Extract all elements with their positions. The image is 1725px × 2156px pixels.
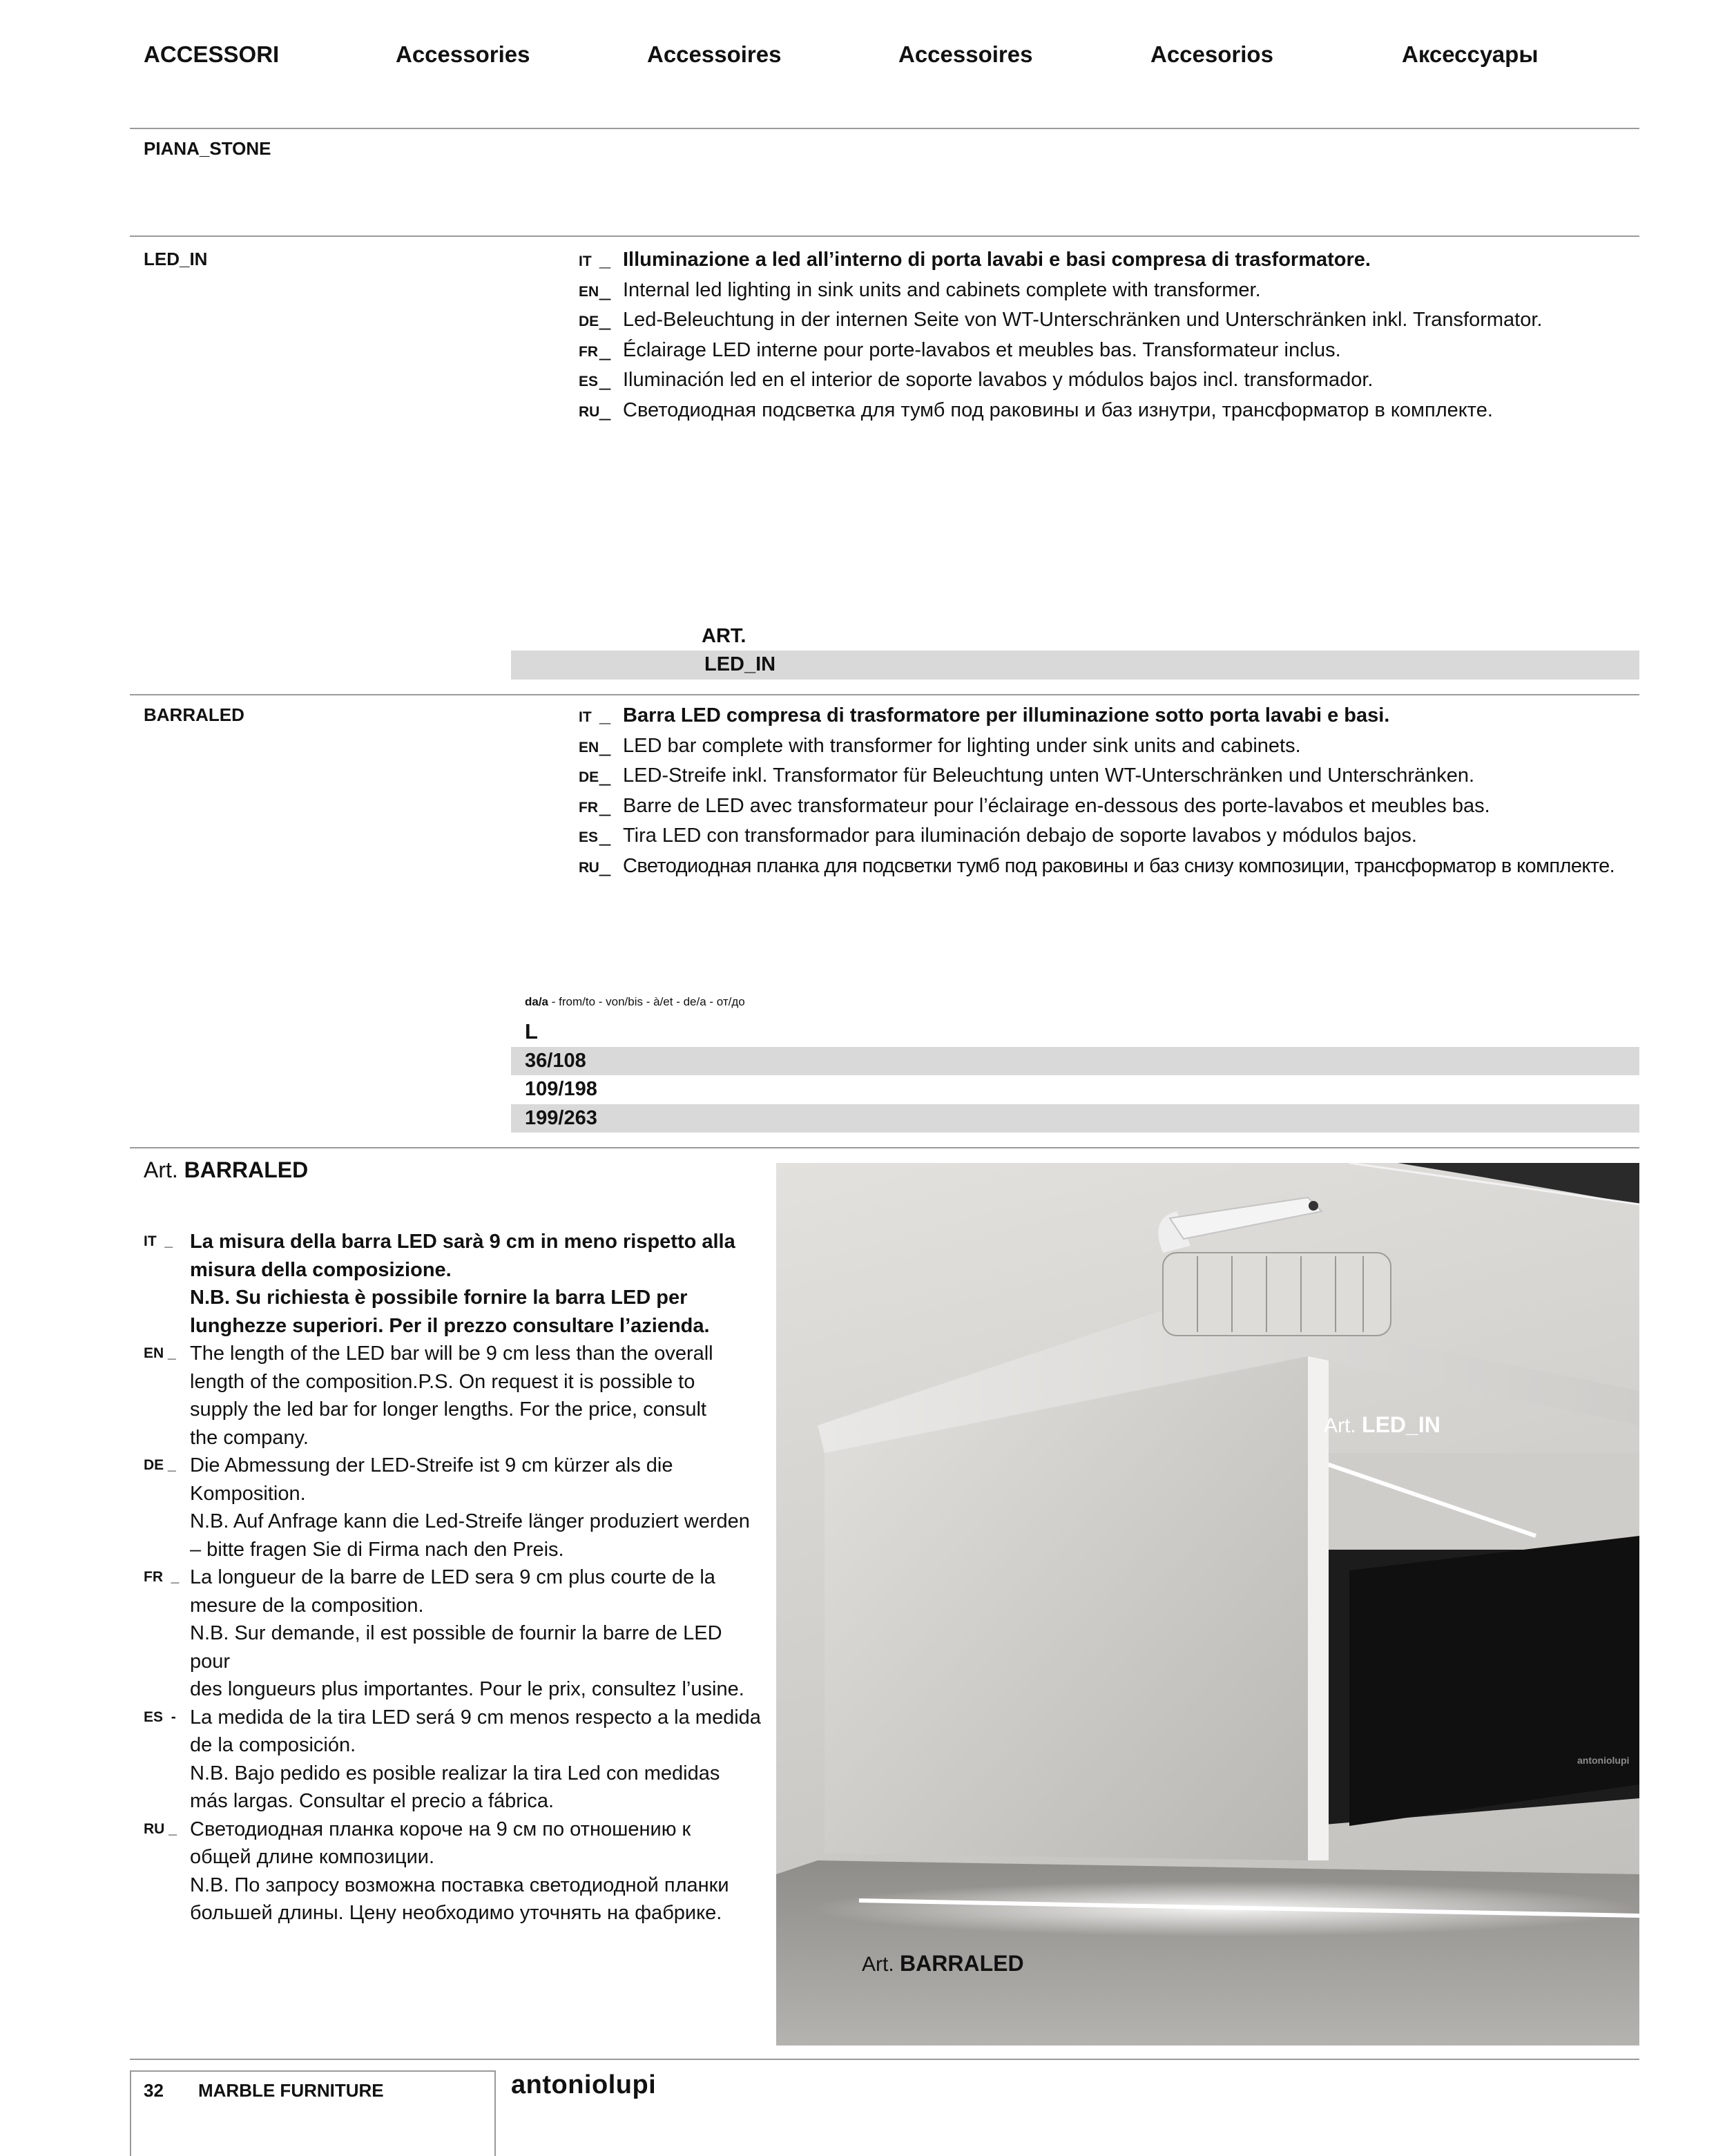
divider xyxy=(130,235,1639,237)
drawer-front xyxy=(1349,1536,1639,1826)
page-number: 32 xyxy=(144,2080,164,2101)
desc-row-en: EN_ LED bar complete with transformer for lighting under sink units and cabinets. xyxy=(579,734,1301,757)
header-es: Accesorios xyxy=(1150,41,1273,67)
art-code: LED_IN xyxy=(704,653,776,675)
led-in-description xyxy=(579,246,1542,427)
note-es: ES - La medida de la tira LED será 9 cm menos respecto a la medida de la composición. N.B. Bajo pedido es posible realizar la tira Led con medidas más largas. Consultar el precio a fábrica. xyxy=(144,1706,761,1812)
desc-row-it: IT _ Illuminazione a led all’interno di porta lavabi e basi compresa di trasformatore. xyxy=(579,249,1371,271)
divider xyxy=(130,694,1639,695)
desc-row-es: ES_ Iluminación led en el interior de soporte lavabos y módulos bajos incl. transformador. xyxy=(579,369,1374,392)
photo-label-led-in: Art. LED_IN xyxy=(1324,1412,1440,1437)
desc-row-ru: RU_ Светодиодная планка для подсветки тумб под раковины и баз снизу композиции, трансформатор в комплекте. xyxy=(579,854,1615,877)
faucet-spout xyxy=(1170,1197,1322,1239)
section-led-in: LED_IN xyxy=(144,249,208,269)
size-row-bg xyxy=(511,1104,1639,1133)
art-header: ART. xyxy=(702,625,746,647)
drawer-brand: antoniolupi xyxy=(1577,1755,1630,1766)
art-note-title: Art. BARRALED xyxy=(144,1157,309,1182)
header-it: ACCESSORI xyxy=(144,41,280,67)
note-en: EN _ The length of the LED bar will be 9 cm less than the overall length of the composition.P.S. On request it is possible to supply the led bar for longer lengths. For the price, consult the company. xyxy=(144,1342,713,1449)
header-ru: Аксессуары xyxy=(1402,41,1539,67)
footer-brand-logo: antoniolupi xyxy=(511,2070,657,2099)
cabinet-inner-shelf xyxy=(1301,1453,1639,1550)
divider xyxy=(130,2059,1639,2060)
header-fr: Accessoires xyxy=(647,41,782,67)
note-ru: RU _ Светодиодная планка короче на 9 см по отношению к общей длине композиции. N.B. По запросу возможна поставка светодиодной планки большей длины. Цену необходимо уточнять на фабрике. xyxy=(144,1818,729,1924)
faucet-nozzle xyxy=(1309,1201,1318,1211)
header-de: Accessoires xyxy=(898,41,1033,67)
note-it: IT _ La misura della barra LED sarà 9 cm in meno rispetto alla misura della composizione. N.B. Su richiesta è possibile fornire la barra LED per lunghezze superiori. Per il prezzo consultare l’azienda. xyxy=(144,1231,735,1337)
dim-header: L xyxy=(525,1019,538,1043)
barraled-description xyxy=(579,702,1615,883)
desc-row-en: EN_ Internal led lighting in sink units and cabinets complete with transformer. xyxy=(579,278,1261,301)
desc-row-it: IT _ Barra LED compresa di trasformatore per illuminazione sotto porta lavabi e basi. xyxy=(579,704,1390,726)
product-illustration xyxy=(776,1163,1639,2046)
art-note-text xyxy=(144,1228,765,1927)
footer-section: MARBLE FURNITURE xyxy=(198,2080,384,2101)
size-row: 36/108 xyxy=(525,1050,586,1072)
desc-row-es: ES_ Tira LED con transformador para iluminación debajo de soporte lavabos y módulos bajos. xyxy=(579,825,1417,847)
desc-row-fr: FR_ Barre de LED avec transformateur pour l’éclairage en-dessous des porte-lavabos et meubles bas. xyxy=(579,794,1490,817)
product-photo xyxy=(776,1163,1639,2046)
section-piana-stone: PIANA_STONE xyxy=(144,138,271,159)
size-row: 109/198 xyxy=(525,1078,597,1100)
art-row xyxy=(511,651,1639,680)
divider xyxy=(130,128,1639,129)
photo-label-barraled: Art. BARRALED xyxy=(862,1951,1024,1976)
desc-row-fr: FR_ Éclairage LED interne pour porte-lavabos et meubles bas. Transformateur inclus. xyxy=(579,338,1341,361)
header-en: Accessories xyxy=(396,41,530,67)
size-row: 199/263 xyxy=(525,1107,597,1129)
divider xyxy=(130,1147,1639,1148)
note-fr: FR _ La longueur de la barre de LED sera 9 cm plus courte de la mesure de la composition. N.B. Sur demande, il est possible de fournir la barre de LED pour des longueurs plus importantes. Pour le prix, consultez l’usine. xyxy=(144,1566,744,1700)
desc-row-de: DE_ LED-Streife inkl. Transformator für Beleuchtung unten WT-Unterschränken und Unterschränken. xyxy=(579,764,1475,787)
desc-row-ru: RU_ Светодиодная подсветка для тумб под раковины и баз изнутри, трансформатор в комплекте. xyxy=(579,398,1493,421)
desc-row-de: DE_ Led-Beleuchtung in der internen Seite von WT-Unterschränken und Unterschränken inkl. Transformator. xyxy=(579,309,1543,331)
size-row-bg xyxy=(511,1047,1639,1075)
range-label: da/a - from/to - von/bis - à/et - de/a - от/до xyxy=(525,995,745,1008)
section-barraled: BARRALED xyxy=(144,704,244,725)
note-de: DE _ Die Abmessung der LED-Streife ist 9 cm kürzer als die Komposition. N.B. Auf Anfrage kann die Led-Streife länger produziert werden – bitte fragen Sie di Firma nach den Preis. xyxy=(144,1454,750,1561)
